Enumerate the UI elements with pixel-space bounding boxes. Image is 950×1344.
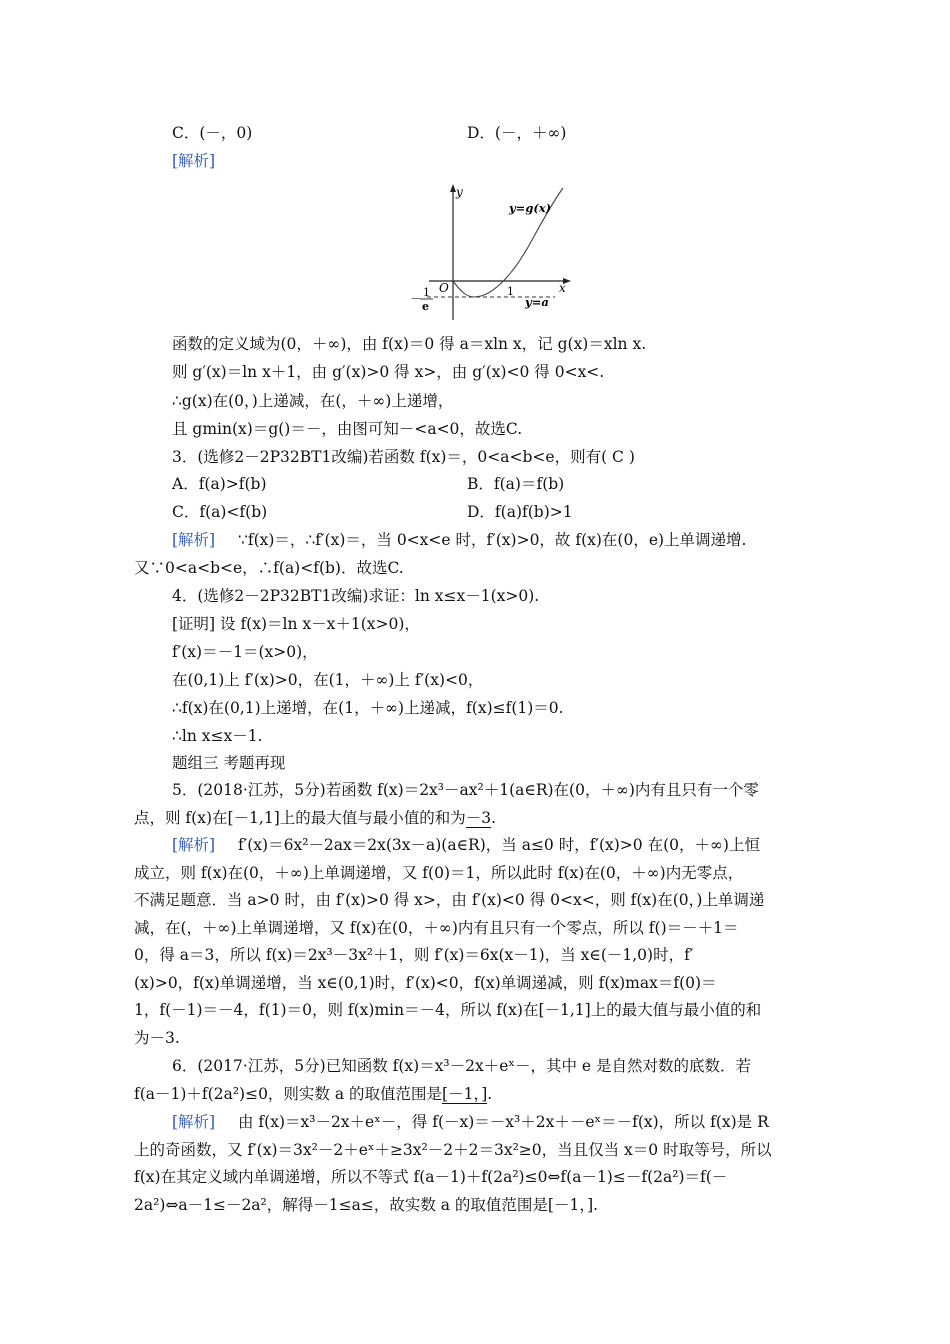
- y-label: y: [456, 185, 463, 199]
- text-line: 成立，则 f(x)在(0，＋∞)上单调递增，又 f(0)＝1，所以此时 f(x)在(0，＋∞)内无零点，: [134, 864, 744, 882]
- proof-line: 在(0,1)上 f′(x)>0，在(1，＋∞)上 f′(x)<0，: [172, 671, 484, 689]
- solution-tag: [解析]: [172, 531, 216, 549]
- solution-tag: [解析]: [172, 1113, 216, 1131]
- question-5-line-2: [134, 808, 496, 828]
- proof-line: ∴ln x≤x－1.: [172, 727, 263, 745]
- option-d: D．f(a)f(b)>1: [467, 503, 573, 521]
- neg-sign: －: [410, 292, 423, 306]
- question-6-line-2: [134, 1084, 492, 1104]
- text-line: 由 f(x)＝x³－2x＋eˣ－，得 f(－x)＝－x³＋2x＋－eˣ＝－f(x)，所以 f(x)是 R: [238, 1113, 769, 1131]
- proof-line: ∴f(x)在(0,1)上递增，在(1，＋∞)上递减，f(x)≤f(1)＝0.: [172, 699, 564, 717]
- text-line: 减，在(，＋∞)上单调递增，又 f(x)在(0，＋∞)内有且只有一个零点，所以 f()＝－＋1＝: [134, 919, 739, 937]
- text-line: 不满足题意．当 a>0 时，由 f′(x)>0 得 x>，由 f′(x)<0 得 0<x<，则 f(x)在(0，)上单调递: [134, 891, 765, 909]
- text-line: 上的奇函数，又 f′(x)＝3x²－2＋eˣ＋≥3x²－2＋2＝3x²≥0，当且仅当 x＝0 时取等号，所以: [134, 1141, 772, 1159]
- question-4: 4．(选修2－2P32BT1改编)求证：ln x≤x－1(x>0).: [172, 587, 540, 605]
- text-line: 为－3.: [134, 1029, 180, 1047]
- section-heading: 题组三 考题再现: [172, 754, 286, 772]
- option-b: B．f(a)＝f(b): [467, 475, 565, 493]
- fraction-denominator: e: [422, 300, 429, 313]
- option-d: D．(－，＋∞): [467, 124, 567, 142]
- fraction-numerator: 1: [423, 286, 430, 299]
- text-line: f′(x)＝6x²－2ax＝2x(3x－a)(a∈R)，当 a≤0 时，f′(x)>0 在(0，＋∞)上恒: [238, 836, 760, 854]
- question-5: 5．(2018·江苏，5分)若函数 f(x)＝2x³－ax²＋1(a∈R)在(0，＋∞)内有且只有一个零: [172, 781, 759, 799]
- text-line: 则 g′(x)＝ln x＋1，由 g′(x)>0 得 x>，由 g′(x)<0 得 0<x<.: [172, 363, 605, 381]
- solution-tag: [解析]: [172, 836, 216, 854]
- text-line: (x)>0，f(x)单调递增，当 x∈(0,1)时，f′(x)<0，f(x)单调递减，则 f(x)max＝f(0)＝: [134, 974, 717, 992]
- label-y-g: y=g(x): [509, 201, 552, 215]
- text-span: .: [491, 809, 497, 827]
- answer-blank: [－1，]: [442, 1085, 488, 1103]
- origin-label: O: [439, 281, 449, 295]
- text-line: 2a²)⇔a－1≤－2a²，解得－1≤a≤，故实数 a 的取值范围是[－1，].: [134, 1196, 599, 1214]
- answer-blank: －3: [465, 809, 492, 827]
- question-3: 3．(选修2－2P32BT1改编)若函数 f(x)＝，0<a<b<e，则有( C ): [172, 448, 635, 466]
- text-line: f(x)在其定义域内单调递增，所以不等式 f(a－1)＋f(2a²)≤0⇔f(a－1)≤－f(2a²)＝f(－: [134, 1168, 728, 1186]
- question-6: 6．(2017·江苏，5分)已知函数 f(x)＝x³－2x＋eˣ－，其中 e 是自然对数的底数．若: [172, 1057, 752, 1075]
- text-line: ∴g(x)在(0，)上递减，在(，＋∞)上递增，: [172, 392, 454, 410]
- label-y-a: y=a: [525, 295, 549, 309]
- solution-tag: [解析]: [172, 152, 216, 170]
- text-line: 0，得 a＝3，所以 f(x)＝2x³－3x²＋1，则 f′(x)＝6x(x－1)，当 x∈(－1,0)时，f′: [134, 946, 694, 964]
- text-span: .: [487, 1085, 493, 1103]
- proof-line: f′(x)＝－1＝(x>0)，: [172, 643, 318, 661]
- option-a: A．f(a)>f(b): [172, 475, 267, 493]
- tick-one-label: 1: [507, 285, 514, 298]
- x-label: x: [559, 281, 566, 295]
- text-line: 又∵0<a<b<e，∴f(a)<f(b)．故选C.: [134, 559, 404, 577]
- option-c: C．(－，0): [172, 124, 253, 142]
- text-line: 且 gmin(x)＝g()＝－，由图可知－<a<0，故选C.: [172, 420, 523, 438]
- text-line: 1，f(－1)＝－4，f(1)＝0，则 f(x)min＝－4，所以 f(x)在[－1,1]上的最大值与最小值的和: [134, 1001, 762, 1019]
- proof-line: [证明] 设 f(x)＝ln x－x＋1(x>0)，: [172, 615, 420, 633]
- text-span: f(a－1)＋f(2a²)≤0，则实数 a 的取值范围是: [134, 1085, 443, 1103]
- graph-figure: [405, 182, 580, 322]
- text-span: 点，则 f(x)在[－1,1]上的最大值与最小值的和为: [134, 809, 466, 827]
- text-line: 函数的定义域为(0，＋∞)，由 f(x)＝0 得 a＝xln x，记 g(x)＝xln x.: [172, 335, 647, 353]
- option-c: C．f(a)<f(b): [172, 503, 268, 521]
- text-line: ∵f(x)＝，∴f′(x)＝，当 0<x<e 时，f′(x)>0，故 f(x)在(0，e)上单调递增.: [238, 531, 747, 549]
